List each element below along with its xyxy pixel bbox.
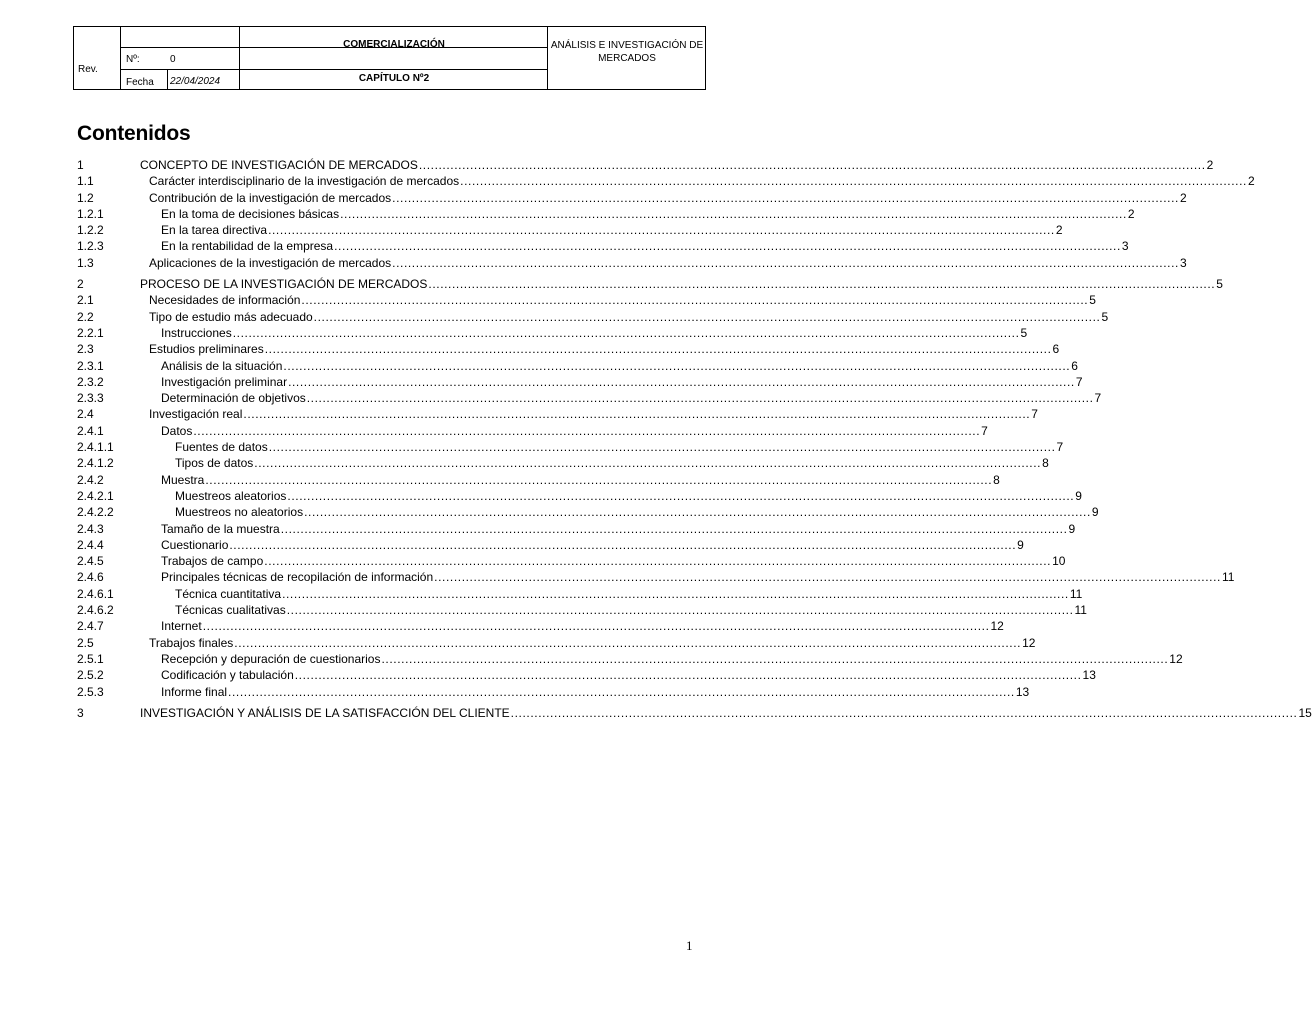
- toc-entry-page: 7: [1094, 391, 1102, 406]
- revision-number-label: Nº:: [126, 54, 140, 65]
- toc-entry-number: 2.4.7: [77, 619, 104, 634]
- toc-entry-number: 1: [77, 158, 84, 172]
- chapter-title: CAPÍTULO Nº2: [358, 73, 430, 84]
- toc-entry-title: Aplicaciones de la investigación de mercados: [149, 255, 392, 270]
- toc-dot-leader: ........................................................................................................................................................................................................: [229, 537, 1017, 552]
- toc-entry[interactable]: [77, 619, 1004, 635]
- toc-entry-number: 2.4.3: [77, 521, 104, 536]
- toc-dot-leader: ........................................................................................................................................................................................................: [268, 440, 1056, 455]
- toc-entry-page: 11: [1074, 603, 1087, 618]
- toc-entry-number: 2.3: [77, 342, 94, 357]
- toc-entry-title: Investigación real: [149, 407, 243, 422]
- toc-dot-leader: ........................................................................................................................................................................................................: [294, 668, 1082, 683]
- toc-entry-page: 7: [981, 423, 988, 438]
- toc-entry[interactable]: [77, 374, 1083, 391]
- toc-dot-leader: ........................................................................................................................................................................................................: [392, 190, 1179, 205]
- toc-dot-leader: ........................................................................................................................................................................................................: [234, 635, 1022, 650]
- toc-entry-number: 1.2.3: [77, 239, 104, 254]
- toc-dot-leader: ........................................................................................................................................................................................................: [264, 342, 1052, 357]
- toc-entry-title: En la rentabilidad de la empresa: [161, 239, 334, 254]
- toc-entry[interactable]: [77, 668, 1096, 684]
- toc-entry-title: CONCEPTO DE INVESTIGACIÓN DE MERCADOS: [140, 158, 418, 172]
- header-divider: [120, 69, 547, 70]
- toc-entry-title: Informe final: [161, 684, 228, 699]
- toc-entry-title: Internet: [161, 619, 202, 634]
- toc-entry[interactable]: [77, 358, 1078, 375]
- toc-entry-number: 2.4.2.1: [77, 488, 114, 503]
- toc-entry[interactable]: [77, 309, 1109, 326]
- toc-entry[interactable]: [77, 440, 1064, 456]
- toc-entry[interactable]: [77, 239, 1129, 255]
- toc-entry-title: Muestra: [161, 472, 205, 487]
- toc-entry[interactable]: [77, 651, 1183, 668]
- toc-entry[interactable]: [77, 206, 1135, 223]
- toc-entry-title: Contribución de la investigación de mercados: [149, 190, 392, 205]
- toc-entry-number: 2.3.2: [77, 374, 104, 389]
- toc-dot-leader: ........................................................................................................................................................................................................: [287, 488, 1075, 503]
- page-number: 1: [686, 938, 693, 953]
- toc-entry-page: 15: [1298, 705, 1312, 720]
- toc-entry-title: Recepción y depuración de cuestionarios: [161, 651, 381, 666]
- toc-dot-leader: ........................................................................................................................................................................................................: [286, 603, 1074, 618]
- toc-entry-page: 10: [1052, 554, 1066, 569]
- toc-entry-page: 3: [1179, 255, 1187, 270]
- toc-entry-number: 2.4.1.2: [77, 456, 114, 471]
- toc-entry[interactable]: [77, 255, 1187, 272]
- header-divider: [120, 27, 121, 89]
- toc-entry-title: Investigación preliminar: [161, 374, 288, 389]
- toc-entry-title: PROCESO DE LA INVESTIGACIÓN DE MERCADOS: [140, 277, 428, 292]
- toc-entry-page: 5: [1020, 325, 1028, 340]
- toc-entry[interactable]: [77, 684, 1030, 701]
- toc-entry-number: 2.5.2: [77, 668, 104, 683]
- toc-entry-title: Tamaño de la muestra: [161, 521, 280, 536]
- toc-dot-leader: ........................................................................................................................................................................................................: [254, 456, 1042, 471]
- toc-entry-title: Tipos de datos: [175, 456, 254, 471]
- toc-entry-number: 2.5: [77, 635, 94, 650]
- toc-entry-number: 2.4.2.2: [77, 505, 114, 520]
- toc-entry-page: 12: [1022, 635, 1036, 650]
- toc-entry-title: Cuestionario: [161, 537, 229, 552]
- toc-dot-leader: ........................................................................................................................................................................................................: [334, 239, 1121, 254]
- toc-dot-leader: ........................................................................................................................................................................................................: [428, 277, 1216, 292]
- toc-entry-number: 2.4: [77, 407, 94, 422]
- toc-entry-page: 13: [1015, 684, 1030, 699]
- document-title: COMERCIALIZACIÓN: [343, 39, 445, 50]
- toc-entry-number: 1.1: [77, 174, 94, 189]
- toc-entry-page: 8: [993, 472, 1000, 487]
- toc-entry-number: 2.1: [77, 293, 94, 308]
- toc-entry-title: INVESTIGACIÓN Y ANÁLISIS DE LA SATISFACCIÓN DEL CLIENTE: [140, 705, 510, 720]
- toc-entry-page: 6: [1071, 358, 1078, 373]
- toc-entry-number: 2.2: [77, 309, 94, 324]
- toc-dot-leader: ........................................................................................................................................................................................................: [304, 505, 1091, 520]
- toc-entry-number: 2.5.1: [77, 651, 104, 666]
- toc-entry[interactable]: [77, 423, 988, 440]
- toc-entry-number: 2.3.1: [77, 358, 104, 373]
- toc-dot-leader: ........................................................................................................................................................................................................: [381, 651, 1169, 666]
- toc-dot-leader: ........................................................................................................................................................................................................: [306, 391, 1094, 406]
- toc-dot-leader: ........................................................................................................................................................................................................: [264, 554, 1052, 569]
- toc-entry-number: 2.2.1: [77, 325, 104, 340]
- toc-dot-leader: ........................................................................................................................................................................................................: [243, 407, 1031, 422]
- rev-label: Rev.: [78, 64, 98, 75]
- toc-entry-number: 1.2: [77, 190, 94, 205]
- toc-dot-leader: ........................................................................................................................................................................................................: [392, 255, 1179, 270]
- toc-entry-page: 13: [1082, 668, 1096, 683]
- date-label: Fecha: [126, 77, 154, 88]
- toc-entry-number: 2.4.6.2: [77, 603, 114, 618]
- toc-entry-number: 2.4.5: [77, 554, 104, 569]
- toc-entry[interactable]: [77, 293, 1096, 309]
- toc-dot-leader: ........................................................................................................................................................................................................: [228, 684, 1015, 699]
- toc-dot-leader: ........................................................................................................................................................................................................: [418, 158, 1206, 172]
- toc-entry-page: 9: [1068, 521, 1076, 536]
- toc-dot-leader: ........................................................................................................................................................................................................: [193, 423, 981, 438]
- toc-entry-title: Trabajos de campo: [161, 554, 264, 569]
- toc-entry[interactable]: [77, 456, 1049, 472]
- toc-entry[interactable]: [77, 342, 1060, 358]
- document-header-table: [73, 26, 706, 90]
- toc-entry[interactable]: [77, 554, 1066, 570]
- toc-entry[interactable]: [77, 325, 1028, 342]
- toc-dot-leader: ........................................................................................................................................................................................................: [340, 206, 1127, 221]
- toc-entry[interactable]: [77, 705, 1312, 722]
- toc-entry[interactable]: [77, 223, 1063, 239]
- toc-entry-page: 9: [1017, 537, 1024, 552]
- revision-number-value: 0: [170, 54, 176, 65]
- toc-dot-leader: ........................................................................................................................................................................................................: [283, 358, 1071, 373]
- toc-entry-title: En la tarea directiva: [161, 223, 268, 238]
- toc-entry-number: 2.5.3: [77, 684, 104, 699]
- toc-entry-page: 7: [1075, 374, 1083, 389]
- toc-entry-title: Tipo de estudio más adecuado: [149, 309, 313, 324]
- toc-entry-title: Muestreos no aleatorios: [175, 505, 304, 520]
- toc-entry-title: Trabajos finales: [149, 635, 234, 650]
- toc-entry-number: 3: [77, 705, 84, 720]
- toc-entry-page: 2: [1179, 190, 1187, 205]
- toc-entry-page: 2: [1127, 206, 1135, 221]
- toc-entry[interactable]: [77, 586, 1083, 603]
- toc-entry-page: 12: [990, 619, 1004, 634]
- toc-entry[interactable]: [77, 505, 1099, 521]
- toc-entry-number: 2.4.6.1: [77, 586, 114, 601]
- toc-entry-page: 12: [1169, 651, 1183, 666]
- toc-entry-number: 2.4.2: [77, 472, 104, 487]
- toc-entry-page: 3: [1121, 239, 1129, 254]
- toc-entry-page: 2: [1247, 174, 1255, 189]
- toc-entry-number: 2.4.6: [77, 570, 104, 585]
- toc-dot-leader: ........................................................................................................................................................................................................: [232, 325, 1020, 340]
- toc-entry-title: Muestreos aleatorios: [175, 488, 287, 503]
- toc-entry-page: 5: [1216, 277, 1223, 292]
- toc-entry-title: Análisis de la situación: [161, 358, 283, 373]
- toc-entry-title: Datos: [161, 423, 193, 438]
- toc-dot-leader: ........................................................................................................................................................................................................: [202, 619, 990, 634]
- toc-entry-title: En la toma de decisiones básicas: [161, 206, 340, 221]
- toc-entry[interactable]: [77, 472, 1000, 489]
- toc-entry-page: 9: [1075, 488, 1082, 503]
- toc-entry-number: 1.2.2: [77, 223, 104, 238]
- toc-dot-leader: ........................................................................................................................................................................................................: [313, 309, 1101, 324]
- toc-entry-title: Determinación de objetivos: [161, 391, 306, 406]
- toc-dot-leader: ........................................................................................................................................................................................................: [288, 374, 1075, 389]
- toc-entry-title: Técnicas cualitativas: [175, 603, 286, 618]
- toc-dot-leader: ........................................................................................................................................................................................................: [268, 223, 1055, 238]
- toc-entry[interactable]: [77, 174, 1255, 190]
- document-subject: ANÁLISIS E INVESTIGACIÓN DE MERCADOS: [550, 40, 704, 64]
- toc-entry-number: 2.4.4: [77, 537, 104, 552]
- toc-entry-page: 8: [1042, 456, 1049, 471]
- toc-entry-title: Principales técnicas de recopilación de información: [161, 570, 434, 585]
- toc-entry[interactable]: [77, 521, 1076, 538]
- toc-entry[interactable]: [77, 537, 1024, 554]
- toc-entry-page: 5: [1089, 293, 1096, 308]
- toc-entry-number: 2.4.1.1: [77, 440, 114, 455]
- toc-heading: Contenidos: [77, 122, 191, 145]
- toc-entry-page: 11: [1069, 586, 1083, 601]
- toc-dot-leader: ........................................................................................................................................................................................................: [301, 293, 1089, 308]
- toc-entry[interactable]: [77, 488, 1082, 505]
- toc-entry-title: Técnica cuantitativa: [175, 586, 282, 601]
- toc-entry-title: Fuentes de datos: [175, 440, 268, 455]
- toc-entry-title: Estudios preliminares: [149, 342, 264, 357]
- toc-entry[interactable]: [77, 570, 1235, 586]
- toc-dot-leader: ........................................................................................................................................................................................................: [510, 705, 1298, 720]
- toc-entry-number: 2: [77, 277, 84, 292]
- toc-dot-leader: ........................................................................................................................................................................................................: [280, 521, 1068, 536]
- toc-entry-number: 2.4.1: [77, 423, 104, 438]
- toc-entry[interactable]: [77, 277, 1223, 293]
- toc-entry[interactable]: [77, 603, 1087, 619]
- toc-entry-page: 7: [1056, 440, 1064, 455]
- toc-entry[interactable]: [77, 391, 1102, 407]
- toc-entry-title: Necesidades de información: [149, 293, 301, 308]
- toc-entry-page: 7: [1031, 407, 1038, 422]
- toc-entry-title: Instrucciones: [161, 325, 232, 340]
- toc-entry-title: Carácter interdisciplinario de la investigación de mercados: [149, 174, 460, 189]
- toc-entry-page: 2: [1055, 223, 1063, 238]
- header-divider: [167, 70, 168, 89]
- toc-dot-leader: ........................................................................................................................................................................................................: [282, 586, 1069, 601]
- toc-entry-page: 2: [1206, 158, 1214, 172]
- date-value: 22/04/2024: [170, 76, 221, 87]
- toc-entry-page: 6: [1052, 342, 1060, 357]
- toc-entry[interactable]: [77, 635, 1036, 652]
- toc-entry-page: 9: [1091, 505, 1099, 520]
- toc-dot-leader: ........................................................................................................................................................................................................: [460, 174, 1247, 189]
- toc-entry-number: 2.3.3: [77, 391, 104, 406]
- toc-entry[interactable]: [77, 158, 1214, 174]
- toc-entry-page: 5: [1101, 309, 1109, 324]
- toc-entry[interactable]: [77, 407, 1038, 423]
- toc-dot-leader: ........................................................................................................................................................................................................: [205, 472, 993, 487]
- toc-entry-page: 11: [1221, 570, 1235, 585]
- toc-entry-number: 1.2.1: [77, 206, 104, 221]
- toc-entry-number: 1.3: [77, 255, 94, 270]
- toc-entry-title: Codificación y tabulación: [161, 668, 294, 683]
- table-of-contents: [77, 158, 1312, 722]
- toc-dot-leader: ........................................................................................................................................................................................................: [434, 570, 1221, 585]
- toc-entry[interactable]: [77, 190, 1187, 207]
